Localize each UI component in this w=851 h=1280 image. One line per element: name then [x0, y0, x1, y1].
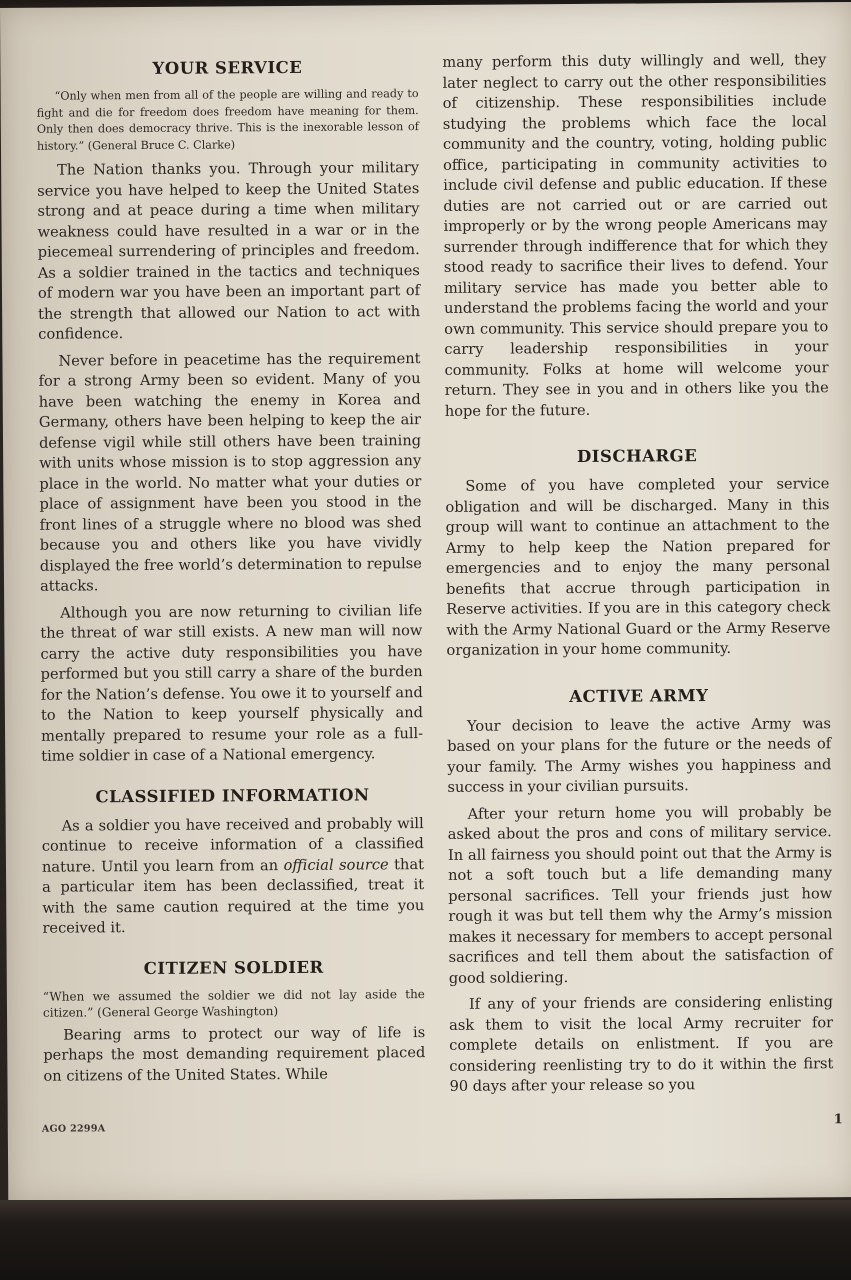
- paragraph-never-before: Never before in peacetime has the requirement for a strong Army been so evident. Many of you have been watching the enemy in Korea and Germany, others have been helping to keep the air defense vigil while still others have been training with units whose mission is to stop aggression any place in the world. No matter what your duties or place of assignment have been you stood in the front lines of a struggle where no blood was shed because you and others like you have vividly displayed the free world’s determination to repulse attacks.: [38, 349, 422, 595]
- paragraph-classified: [42, 814, 425, 940]
- paragraph-friends: If any of your friends are considering enlisting ask them to visit the local Army recruiter for complete details on enlistment. If you are considering reenlisting try to do it within the first 90 days after your release so you: [449, 993, 834, 1095]
- classified-text-b: that a particular item has been declassified, treat it with the same caution required at the time you received it.: [42, 855, 425, 937]
- section-discharge: [445, 445, 830, 661]
- document-page: [0, 2, 851, 1203]
- paragraph-nation-thanks: The Nation thanks you. Through your military service you have helped to keep the United States strong and at peace during a time when military weakness could have resulted in a war or in the piecemeal surrendering of principles and freedom. As a soldier trained in the tactics and techniques of modern war you have been an important part of the strength that allowed our Nation to act with confidence.: [37, 159, 421, 343]
- right-column: [442, 50, 833, 1097]
- heading-citizen-soldier: CITIZEN SOLDIER: [143, 957, 324, 978]
- heading-active-army: ACTIVE ARMY: [569, 685, 709, 706]
- classified-text-a: As a soldier you have received and probably will continue to receive information of a classified nature. Until you learn from an: [41, 814, 424, 876]
- page-number: 1: [833, 1112, 843, 1128]
- left-column: [36, 57, 425, 1087]
- paragraph-decision: Your decision to leave the active Army was based on your plans for the future or the needs of your family. The Army wishes you happiness and success in your civilian pursuits.: [447, 714, 832, 796]
- heading-classified: CLASSIFIED INFORMATION: [95, 784, 370, 806]
- section-classified: [41, 785, 424, 940]
- section-citizen-soldier: [43, 957, 426, 1087]
- paragraph-after-return: After your return home you will probably be asked about the pros and cons of military service. In all fairness you should point out that the Army is not a soft touch but a life demanding many personal sacrifices. Tell your friends just how rough it was but tell them why the Army’s mission makes it necessary for members to accept personal sacrifices and tell them about the satisfaction of good soldiering.: [447, 802, 833, 987]
- quote-washington: “When we assumed the soldier we did not lay aside the citizen.” (General George Washington): [42, 986, 425, 1020]
- background-bottom: [0, 1200, 851, 1280]
- heading-discharge: DISCHARGE: [576, 446, 698, 466]
- section-active-army: [447, 685, 834, 1098]
- paragraph-although: Although you are now returning to civilian life the threat of war still exists. A new man will now carry the active duty responsibilities you have performed but you still carry a share of the burden for the Nation’s defense. You owe it to yourself and to the Nation to keep yourself physically and mentally prepared to resume your role as a full-time soldier in case of a National emergency.: [40, 601, 424, 765]
- quote-clarke: “Only when men from all of the people are willing and ready to fight and die for freedom does freedom have meaning for them. Only then does democracy thrive. This is the inexorable lesson of history.” (General Bruce C. Clarke): [36, 87, 419, 153]
- classified-emphasis: official source: [283, 855, 389, 874]
- paragraph-continuation: many perform this duty willingly and well, they later neglect to carry out the other responsibilities of citizenship. These responsibilities include studying the problems which face the local community and the country, voting, holding public office, participating in community activities to include civil defense and public education. If these duties are not carried out or are carried out improperly or by the wrong people Americans may surrender through indifference that for which they stood ready to sacrifice their lives to defend. Your military service has made you better able to understand the problems facing the world and your own community. This service should prepare you to carry leadership responsibilities in your community. Folks at home will welcome your return. They see in you and in others like you the hope for the future.: [442, 51, 829, 420]
- paragraph-bearing-arms: Bearing arms to protect our way of life is perhaps the most demanding requirement placed on citizens of the United States. While: [43, 1023, 426, 1085]
- form-number: AGO 2299A: [41, 1123, 106, 1135]
- paragraph-discharge: Some of you have completed your service obligation and will be discharged. Many in this group will want to continue an attachment to the Army to help keep the Nation prepared for emergencies and to enjoy the many personal benefits that accrue through participation in Reserve activities. If you are in this category check with the Army National Guard or the Army Reserve organization in your home community.: [445, 475, 831, 659]
- heading-your-service: YOUR SERVICE: [152, 57, 303, 78]
